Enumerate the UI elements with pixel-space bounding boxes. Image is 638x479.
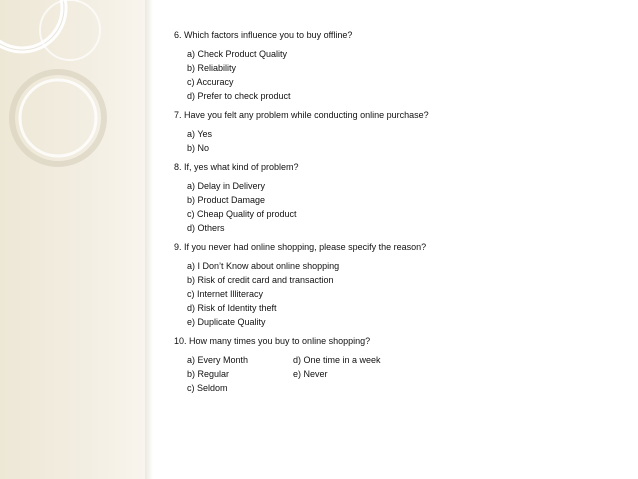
question-text: 7. Have you felt any problem while conducting online purchase?	[174, 110, 429, 120]
option-item: b) Risk of credit card and transaction	[187, 275, 334, 285]
question-10	[174, 334, 614, 395]
question-9	[174, 240, 614, 329]
option-item: b) No	[187, 143, 210, 153]
option-item: b) Regular	[187, 369, 230, 379]
option-item: a) Delay in Delivery	[187, 181, 266, 191]
option-item: e) Never	[293, 369, 328, 379]
question-text: 10. How many times you buy to online shopping?	[174, 336, 371, 346]
option-item: c) Seldom	[187, 383, 228, 393]
option-grid	[174, 353, 614, 395]
questionnaire	[174, 28, 614, 400]
question-6	[174, 28, 614, 103]
decorative-rings	[0, 0, 160, 180]
option-item: d) Prefer to check product	[187, 91, 291, 101]
option-row	[187, 367, 614, 381]
option-item: c) Cheap Quality of product	[187, 209, 297, 219]
option-row	[187, 353, 614, 367]
option-item: d) Risk of Identity theft	[187, 303, 277, 313]
option-list	[174, 47, 614, 103]
option-item: b) Product Damage	[187, 195, 266, 205]
option-list	[174, 127, 614, 155]
option-item: a) Every Month	[187, 355, 249, 365]
option-item: a) Yes	[187, 129, 213, 139]
option-item: b) Reliability	[187, 63, 237, 73]
option-item: c) Accuracy	[187, 77, 234, 87]
option-list	[174, 259, 614, 329]
option-item: e) Duplicate Quality	[187, 317, 266, 327]
question-8	[174, 160, 614, 235]
question-7	[174, 108, 614, 155]
option-row	[187, 381, 614, 395]
question-text: 9. If you never had online shopping, please specify the reason?	[174, 242, 427, 252]
option-item: c) Internet Illiteracy	[187, 289, 264, 299]
option-list	[174, 179, 614, 235]
question-text: 6. Which factors influence you to buy offline?	[174, 30, 353, 40]
option-item: a) I Don’t Know about online shopping	[187, 261, 340, 271]
option-item: d) One time in a week	[293, 355, 381, 365]
question-text: 8. If, yes what kind of problem?	[174, 162, 299, 172]
option-item: d) Others	[187, 223, 225, 233]
option-item: a) Check Product Quality	[187, 49, 288, 59]
